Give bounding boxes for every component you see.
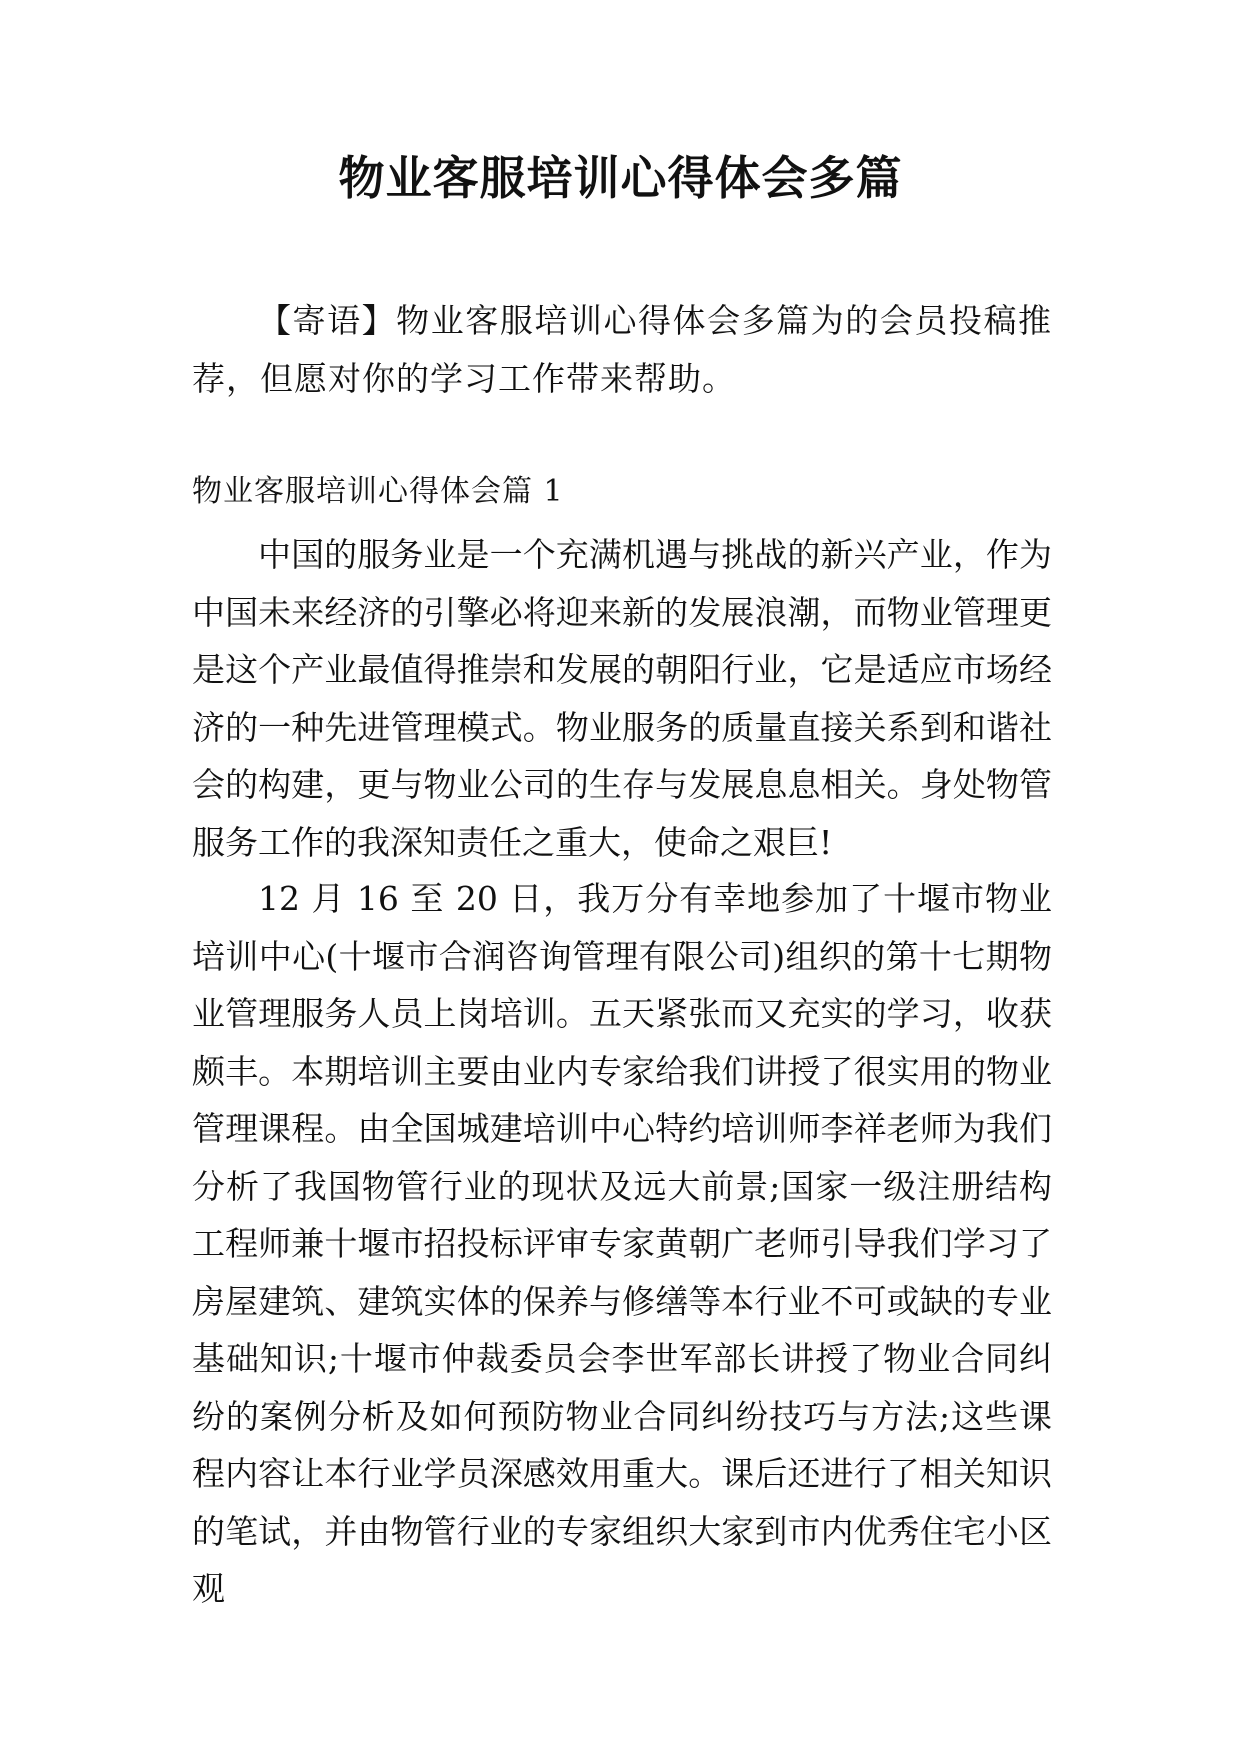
document-title: 物业客服培训心得体会多篇 — [338, 151, 903, 205]
intro-paragraph: 【寄语】物业客服培训心得体会多篇为的会员投稿推荐，但愿对你的学习工作带来帮助。 — [192, 301, 1052, 398]
body-paragraph: 12 月 16 至 20 日，我万分有幸地参加了十堰市物业培训中心(十堰市合润咨询管理有限公司)组织的第十七期物业管理服务人员上岗培训。五天紧张而又充实的学习，收获颇丰。本期培训主要由业内专家给我们讲授了很实用的物业管理课程。由全国城建培训中心特约培训师李祥老师为我们分析了我国物管行业的现状及远大前景;国家一级注册结构工程师兼十堰市招投标评审专家黄朝广老师引导我们学习了房屋建筑、建筑实体的保养与修缮等本行业不可或缺的专业基础知识;十堰市仲裁委员会李世军部长讲授了物业合同纠纷的案例分析及如何预防物业合同纠纷技巧与方法;这些课程内容让本行业学员深感效用重大。课后还进行了相关知识的笔试，并由物管行业的专家组织大家到市内优秀住宅小区观 — [192, 879, 1052, 1608]
section-heading: 物业客服培训心得体会篇 1 — [192, 474, 564, 509]
body-paragraph: 中国的服务业是一个充满机遇与挑战的新兴产业，作为中国未来经济的引擎必将迎来新的发展浪潮，而物业管理更是这个产业最值得推崇和发展的朝阳行业，它是适应市场经济的一种先进管理模式。物业服务的质量直接关系到和谐社会的构建，更与物业公司的生存与发展息息相关。身处物管服务工作的我深知责任之重大，使命之艰巨! — [192, 535, 1052, 862]
